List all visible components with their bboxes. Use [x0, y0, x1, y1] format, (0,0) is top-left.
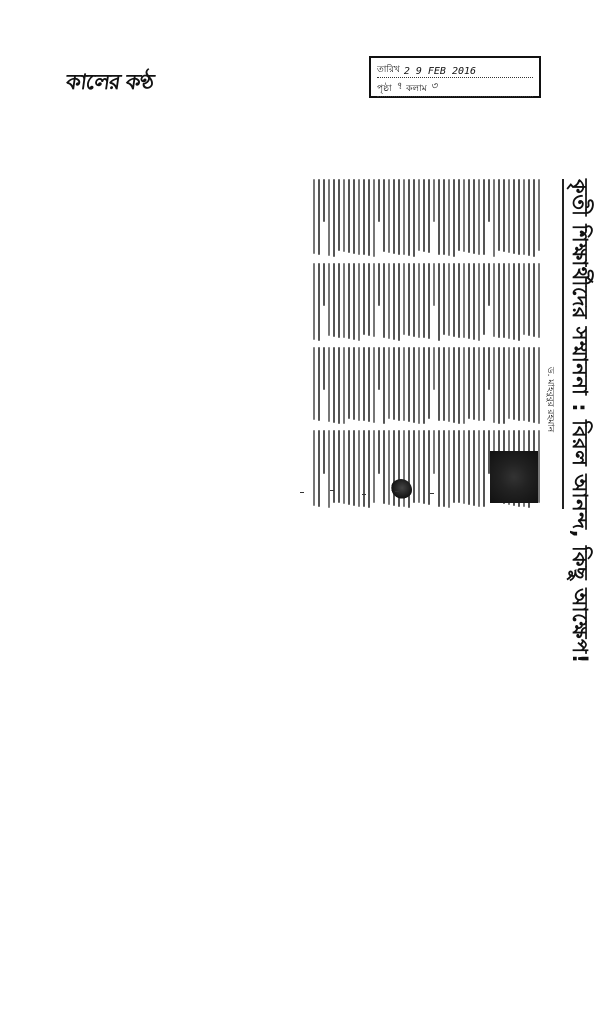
text-line [458, 347, 460, 424]
text-line [328, 179, 330, 256]
article-column [310, 179, 540, 258]
text-line [438, 179, 440, 255]
text-line [453, 263, 455, 337]
text-line [338, 347, 340, 424]
text-line [433, 347, 435, 390]
text-line [328, 347, 330, 423]
text-line [403, 263, 405, 335]
text-line [468, 179, 470, 253]
text-line [383, 263, 385, 339]
text-line [478, 430, 480, 506]
text-line [468, 347, 470, 419]
stamp-column-value: ৩ [430, 81, 438, 92]
text-line [318, 263, 320, 341]
text-line [393, 263, 395, 340]
text-line [488, 347, 490, 390]
text-line [358, 347, 360, 421]
text-line [403, 179, 405, 255]
author-photo [490, 451, 538, 503]
text-line [333, 347, 335, 423]
text-line [493, 179, 495, 257]
speck [330, 490, 334, 491]
text-line [313, 179, 315, 254]
text-line [368, 179, 370, 256]
text-line [423, 347, 425, 425]
text-line [408, 263, 410, 336]
text-line [493, 263, 495, 337]
newspaper-masthead: কালের কণ্ঠ [64, 69, 156, 94]
stamp-page-row [377, 80, 533, 97]
text-line [363, 263, 365, 335]
text-line [333, 179, 335, 257]
text-line [473, 179, 475, 254]
text-line [428, 179, 430, 253]
text-line [353, 179, 355, 254]
text-line [328, 263, 330, 336]
text-line [478, 263, 480, 341]
text-line [318, 347, 320, 421]
text-line [448, 347, 450, 423]
text-line [348, 179, 350, 253]
text-line [518, 179, 520, 255]
text-line [513, 347, 515, 420]
text-line [353, 347, 355, 420]
text-line [413, 179, 415, 257]
text-line [423, 179, 425, 252]
text-line [408, 179, 410, 256]
text-line [518, 347, 520, 421]
text-line [373, 263, 375, 337]
text-line [528, 263, 530, 336]
text-line [348, 347, 350, 419]
text-line [423, 263, 425, 339]
text-line [503, 179, 505, 252]
text-line [343, 263, 345, 339]
text-line [343, 347, 345, 425]
text-line [323, 347, 325, 390]
text-line [383, 347, 385, 425]
text-line [323, 179, 325, 222]
text-line [498, 347, 500, 424]
text-line [413, 263, 415, 337]
text-line [443, 263, 445, 335]
headline-underline [562, 179, 564, 509]
text-line [368, 347, 370, 423]
text-line [398, 263, 400, 341]
text-line [418, 347, 420, 424]
text-line [523, 263, 525, 335]
text-line [453, 179, 455, 257]
text-line [488, 179, 490, 222]
text-line [378, 347, 380, 390]
text-line [358, 179, 360, 255]
stamp-date-label: তারিখ [377, 65, 400, 75]
text-line [383, 179, 385, 252]
text-line [368, 263, 370, 336]
text-line [463, 430, 465, 504]
text-line [338, 263, 340, 338]
text-line [498, 179, 500, 251]
text-line [333, 263, 335, 337]
text-line [498, 263, 500, 338]
text-line [503, 263, 505, 339]
text-line [533, 347, 535, 423]
text-line [473, 430, 475, 506]
speck [300, 492, 304, 493]
text-line [413, 347, 415, 423]
text-line [313, 347, 315, 420]
text-line [338, 179, 340, 251]
stamp-page-value: ৭ [395, 81, 403, 92]
speck [395, 491, 399, 492]
text-line [458, 430, 460, 503]
text-line [363, 347, 365, 422]
text-line [318, 179, 320, 255]
text-line [528, 347, 530, 423]
article-byline: ড. মাহবুবুর রহমান [545, 367, 555, 433]
text-line [323, 263, 325, 306]
text-line [443, 347, 445, 422]
text-line [478, 347, 480, 421]
text-line [483, 347, 485, 422]
text-line [538, 179, 540, 251]
text-line [463, 263, 465, 339]
text-line [508, 179, 510, 253]
text-line [483, 179, 485, 255]
text-line [403, 347, 405, 422]
text-line [508, 347, 510, 419]
text-line [393, 347, 395, 420]
text-line [448, 179, 450, 256]
text-line [348, 263, 350, 339]
text-line [538, 347, 540, 424]
text-line [388, 263, 390, 339]
text-line [408, 347, 410, 423]
text-line [473, 347, 475, 420]
text-line [378, 179, 380, 222]
text-line [493, 347, 495, 423]
text-line [363, 179, 365, 255]
stamp-page-label: পৃষ্ঠা [377, 84, 392, 94]
text-line [433, 263, 435, 306]
article-column [310, 263, 540, 342]
text-line [343, 179, 345, 252]
text-line [523, 179, 525, 255]
text-line [373, 179, 375, 257]
text-line [508, 263, 510, 339]
text-line [503, 347, 505, 425]
stamp-date-row [377, 61, 533, 78]
speck [362, 494, 366, 495]
text-line [483, 430, 485, 507]
text-line [418, 263, 420, 338]
text-line [463, 179, 465, 252]
text-line [428, 347, 430, 419]
text-line [443, 179, 445, 255]
text-line [478, 179, 480, 255]
text-line [398, 179, 400, 255]
text-line [453, 430, 455, 502]
text-line [518, 263, 520, 341]
speck [430, 493, 434, 494]
text-line [378, 430, 380, 473]
text-line [418, 179, 420, 251]
text-line [398, 347, 400, 421]
text-line [323, 430, 325, 473]
text-line [468, 430, 470, 505]
text-line [438, 347, 440, 421]
text-line [313, 263, 315, 340]
text-line [538, 263, 540, 338]
text-line [473, 263, 475, 340]
rotated-article [302, 179, 602, 664]
text-line [453, 347, 455, 423]
text-line [513, 179, 515, 254]
text-line [523, 347, 525, 422]
text-line [488, 263, 490, 306]
text-line [438, 263, 440, 341]
stamp-column-label: কলাম [406, 84, 427, 94]
text-line [533, 179, 535, 257]
text-line [388, 179, 390, 253]
article-clipping [130, 160, 592, 664]
text-line [428, 263, 430, 339]
text-line [463, 347, 465, 425]
text-line [448, 263, 450, 336]
text-line [378, 263, 380, 306]
stamp-date-value: 2 9 FEB 2016 [403, 66, 477, 77]
text-line [458, 179, 460, 251]
text-line [433, 430, 435, 473]
text-line [433, 179, 435, 222]
text-line [483, 263, 485, 335]
text-line [468, 263, 470, 339]
article-column [310, 347, 540, 426]
scan-specks [300, 488, 450, 498]
article-headline: কৃতী শিক্ষার্থীদের সম্মাননা : বিরল আনন্দ, কিছু আক্ষেপ! [568, 179, 592, 664]
text-line [513, 263, 515, 340]
text-line [533, 263, 535, 337]
text-line [528, 179, 530, 256]
text-line [458, 263, 460, 338]
text-line [353, 263, 355, 340]
text-line [393, 179, 395, 254]
text-line [538, 430, 540, 503]
text-line [373, 347, 375, 423]
text-line [388, 347, 390, 419]
archive-stamp [369, 56, 541, 98]
text-line [358, 263, 360, 341]
